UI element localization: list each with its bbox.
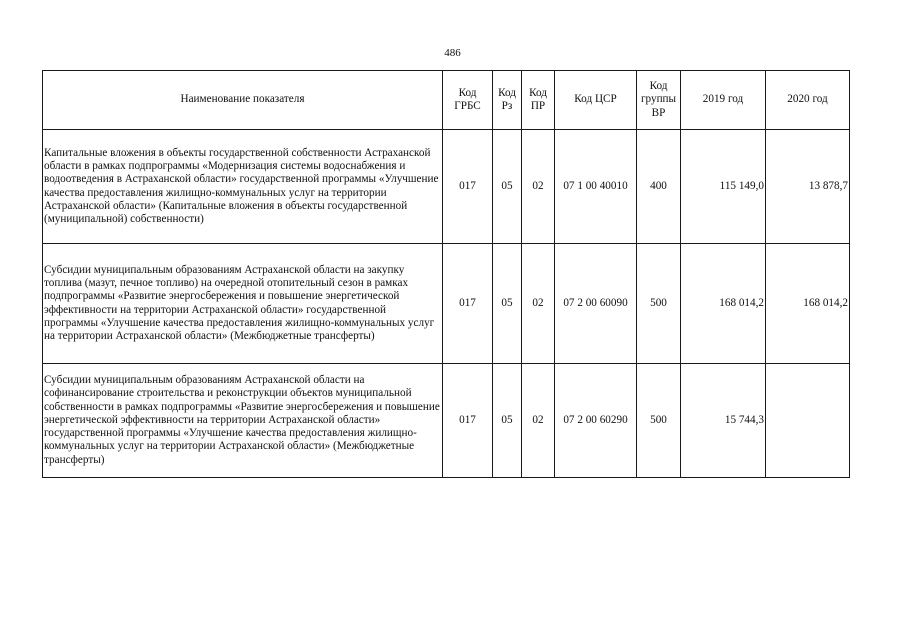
amount-2019-cell: 15 744,3 bbox=[681, 364, 766, 478]
rz-code-cell: 05 bbox=[493, 364, 522, 478]
header-pr: Код ПР bbox=[522, 71, 555, 130]
table-row bbox=[43, 364, 850, 478]
grbs-code-cell: 017 bbox=[443, 364, 493, 478]
table-row bbox=[43, 244, 850, 364]
csr-code-cell: 07 2 00 60290 bbox=[555, 364, 637, 478]
amount-2019-cell: 115 149,0 bbox=[681, 130, 766, 244]
vr-code-cell: 500 bbox=[637, 364, 681, 478]
header-grbs: Код ГРБС bbox=[443, 71, 493, 130]
budget-table bbox=[42, 70, 850, 478]
pr-code-cell: 02 bbox=[522, 130, 555, 244]
vr-code-cell: 500 bbox=[637, 244, 681, 364]
page-number: 486 bbox=[444, 47, 461, 59]
header-year-2019: 2019 год bbox=[681, 71, 766, 130]
indicator-name-cell: Капитальные вложения в объекты государственной собственности Астраханской области в рамках подпрограммы «Модернизация системы водоснабжения и водоотведения в Астраханской области» государственной программы «Улучшение качества предоставления жилищно-коммунальных услуг на территории Астраханской области» (Капитальные вложения в объекты государственной (муниципальной) собственности) bbox=[43, 130, 443, 244]
header-row bbox=[43, 71, 850, 130]
amount-2020-cell: 13 878,7 bbox=[766, 130, 850, 244]
amount-2020-cell bbox=[766, 364, 850, 478]
csr-code-cell: 07 1 00 40010 bbox=[555, 130, 637, 244]
indicator-name-cell: Субсидии муниципальным образованиям Астраханской области на софинансирование строительства и реконструкции объектов муниципальной собственности в рамках подпрограммы «Развитие энергосбережения и повышение энергетической эффективности на территории Астраханской области» государственной программы «Улучшение качества предоставления жилищно-коммунальных услуг на территории Астраханской области» (Межбюджетные трансферты) bbox=[43, 364, 443, 478]
rz-code-cell: 05 bbox=[493, 244, 522, 364]
grbs-code-cell: 017 bbox=[443, 130, 493, 244]
table-row bbox=[43, 130, 850, 244]
header-csr: Код ЦСР bbox=[555, 71, 637, 130]
pr-code-cell: 02 bbox=[522, 244, 555, 364]
pr-code-cell: 02 bbox=[522, 364, 555, 478]
amount-2020-cell: 168 014,2 bbox=[766, 244, 850, 364]
csr-code-cell: 07 2 00 60090 bbox=[555, 244, 637, 364]
amount-2019-cell: 168 014,2 bbox=[681, 244, 766, 364]
grbs-code-cell: 017 bbox=[443, 244, 493, 364]
header-name: Наименование показателя bbox=[43, 71, 443, 130]
rz-code-cell: 05 bbox=[493, 130, 522, 244]
header-vr: Код группы ВР bbox=[637, 71, 681, 130]
header-rz: Код Рз bbox=[493, 71, 522, 130]
vr-code-cell: 400 bbox=[637, 130, 681, 244]
header-year-2020: 2020 год bbox=[766, 71, 850, 130]
indicator-name-cell: Субсидии муниципальным образованиям Астраханской области на закупку топлива (мазут, печное топливо) на очередной отопительный сезон в рамках подпрограммы «Развитие энергосбережения и повышение энергетической эффективности на территории Астраханской области» государственной программы «Улучшение качества предоставления жилищно-коммунальных услуг на территории Астраханской области» (Межбюджетные трансферты) bbox=[43, 244, 443, 364]
